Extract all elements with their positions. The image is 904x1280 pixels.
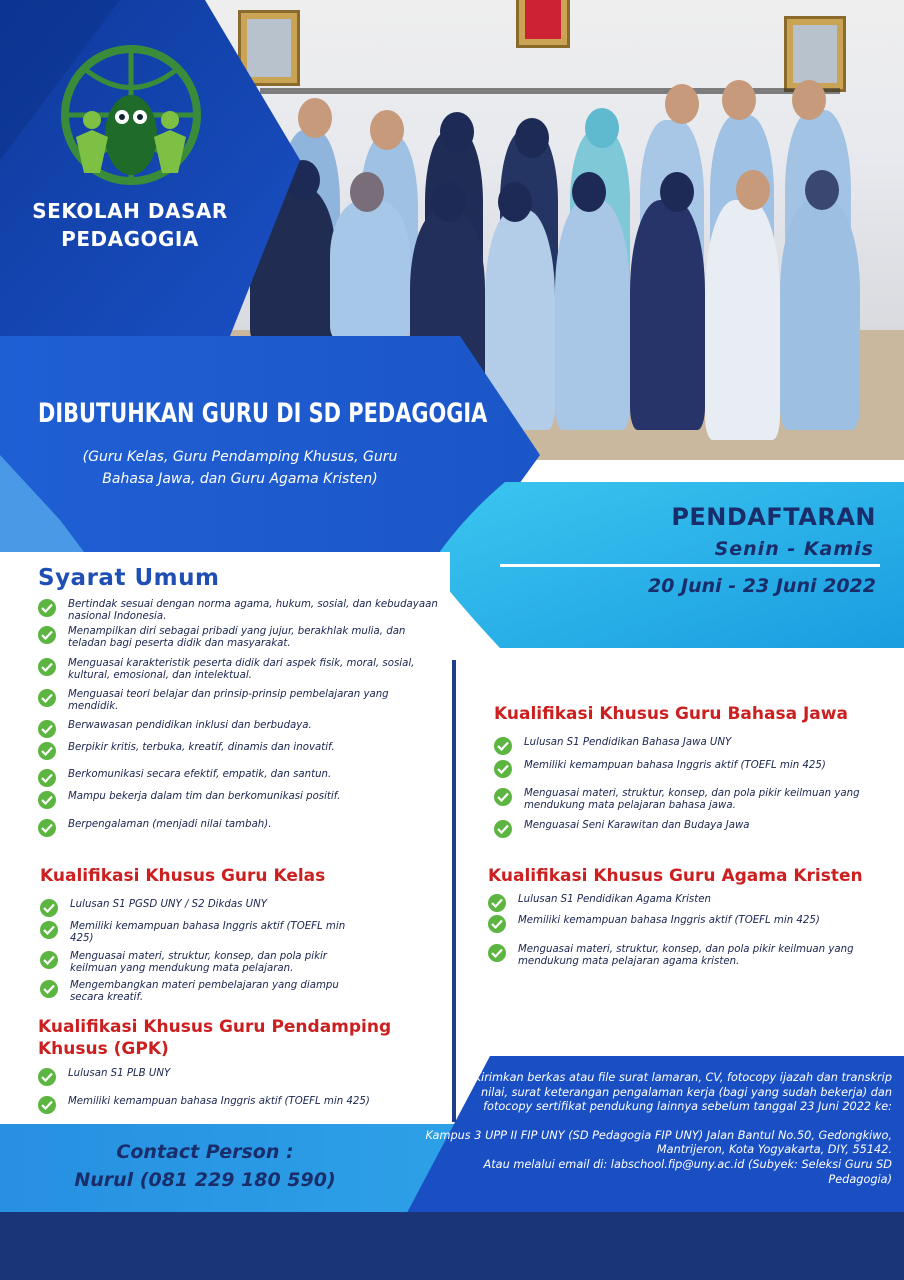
guru-gpk-title: Kualifikasi Khusus Guru Pendamping Khusus (GPK)	[38, 1017, 392, 1059]
list-item	[40, 921, 360, 945]
list-item-text: Menguasai materi, struktur, konsep, dan pola pikir keilmuan yang mendukung mata pelajaran agama kristen.	[518, 944, 854, 967]
list-item	[494, 760, 886, 772]
registration-title: PENDAFTARAN	[671, 503, 876, 531]
check-icon	[40, 899, 58, 917]
list-item	[40, 980, 360, 1004]
list-item-text: Menguasai Seni Karawitan dan Budaya Jawa	[524, 820, 750, 831]
check-icon	[494, 737, 512, 755]
registration-days: Senin - Kamis	[714, 538, 874, 560]
check-icon	[38, 658, 56, 676]
check-icon	[488, 944, 506, 962]
list-item	[38, 1068, 418, 1080]
submission-email: Atau melalui email di: labschool.fip@uny.ac.id (Subyek: Seleksi Guru SD Pedagogia)	[483, 1157, 892, 1186]
list-item	[488, 944, 884, 968]
guru-kelas-title: Kualifikasi Khusus Guru Kelas	[40, 866, 326, 886]
list-item-text: Mengembangkan materi pembelajaran yang diampu secara kreatif.	[70, 980, 339, 1003]
check-icon	[488, 894, 506, 912]
list-item-text: Memiliki kemampuan bahasa Inggris aktif (TOEFL min 425)	[68, 1096, 370, 1107]
guru-jawa-title: Kualifikasi Khusus Guru Bahasa Jawa	[494, 704, 848, 724]
list-item-text: Menguasai karakteristik peserta didik dari aspek fisik, moral, sosial, kultural, emosional, dan intelektual.	[68, 658, 415, 681]
list-item	[40, 951, 360, 975]
list-item	[38, 720, 438, 732]
list-item	[494, 820, 886, 832]
check-icon	[494, 760, 512, 778]
contact-value: Nurul (081 229 180 590)	[74, 1169, 336, 1191]
check-icon	[38, 819, 56, 837]
check-icon	[488, 915, 506, 933]
list-item-text: Memiliki kemampuan bahasa Inggris aktif (TOEFL min 425)	[70, 921, 346, 944]
school-name	[20, 197, 240, 253]
check-icon	[38, 720, 56, 738]
list-item-text: Memiliki kemampuan bahasa Inggris aktif (TOEFL min 425)	[524, 760, 826, 771]
list-item	[38, 769, 438, 781]
registration-dates: 20 Juni - 23 Juni 2022	[648, 575, 876, 597]
check-icon	[38, 742, 56, 760]
list-item	[494, 737, 886, 749]
list-item	[40, 899, 360, 911]
list-item	[488, 894, 884, 906]
list-item-text: Berpengalaman (menjadi nilai tambah).	[68, 819, 272, 830]
list-item-text: Lulusan S1 Pendidikan Bahasa Jawa UNY	[524, 737, 732, 748]
contact-label: Contact Person :	[116, 1141, 294, 1163]
list-item-text: Menguasai teori belajar dan prinsip-prinsip pembelajaran yang mendidik.	[68, 689, 389, 712]
guru-kristen-title: Kualifikasi Khusus Guru Agama Kristen	[488, 866, 863, 886]
list-item-text: Lulusan S1 PLB UNY	[68, 1068, 171, 1079]
contact-person	[60, 1138, 350, 1194]
syarat-umum-title: Syarat Umum	[38, 565, 220, 591]
list-item-text: Lulusan S1 Pendidikan Agama Kristen	[518, 894, 711, 905]
school-logo	[56, 45, 206, 195]
positions-subtitle: (Guru Kelas, Guru Pendamping Khusus, Guru Bahasa Jawa, dan Guru Agama Kristen)	[82, 449, 398, 487]
list-item	[38, 791, 438, 803]
check-icon	[38, 626, 56, 644]
check-icon	[40, 951, 58, 969]
registration-divider	[500, 564, 880, 567]
list-item-text: Menguasai materi, struktur, konsep, dan pola pikir keilmuan yang mendukung mata pelajaran.	[70, 951, 327, 974]
submission-info	[422, 1071, 892, 1187]
column-divider	[452, 660, 456, 1122]
check-icon	[494, 820, 512, 838]
list-item-text: Mampu bekerja dalam tim dan berkomunikasi positif.	[68, 791, 341, 802]
check-icon	[38, 1096, 56, 1114]
list-item-text: Lulusan S1 PGSD UNY / S2 Dikdas UNY	[70, 899, 267, 910]
list-item	[38, 1096, 418, 1108]
list-item	[38, 658, 438, 682]
check-icon	[38, 689, 56, 707]
list-item	[38, 599, 438, 623]
submission-instructions: Kirimkan berkas atau file surat lamaran, CV, fotocopy ijazah dan transkrip nilai, surat keterangan pengalaman kerja (bagi yang sudah bekerja) dan fotocopy sertifikat pendukung lainnya sebelum tanggal 23 Juni 2022 ke:	[473, 1071, 892, 1114]
list-item-text: Menguasai materi, struktur, konsep, dan pola pikir keilmuan yang mendukung mata pelajaran bahasa jawa.	[524, 788, 860, 811]
check-icon	[494, 788, 512, 806]
submission-address: Kampus 3 UPP II FIP UNY (SD Pedagogia FIP UNY) Jalan Bantul No.50, Gedongkiwo, Mantrijeron, Kota Yogyakarta, DIY, 55142.	[425, 1128, 892, 1157]
list-item-text: Memiliki kemampuan bahasa Inggris aktif (TOEFL min 425)	[518, 915, 820, 926]
list-item-text: Berwawasan pendidikan inklusi dan berbudaya.	[68, 720, 312, 731]
list-item-text: Berkomunikasi secara efektif, empatik, dan santun.	[68, 769, 332, 780]
list-item-text: Berpikir kritis, terbuka, kreatif, dinamis dan inovatif.	[68, 742, 335, 753]
check-icon	[38, 599, 56, 617]
list-item-text: Bertindak sesuai dengan norma agama, hukum, sosial, dan kebudayaan nasional Indonesia.	[68, 599, 438, 622]
check-icon	[38, 791, 56, 809]
list-item	[38, 742, 438, 754]
school-name-line2: PEDAGOGIA	[61, 227, 199, 251]
check-icon	[38, 769, 56, 787]
list-item	[494, 788, 886, 812]
list-item	[488, 915, 884, 927]
list-item	[38, 689, 438, 713]
check-icon	[40, 921, 58, 939]
list-item	[38, 819, 438, 831]
school-name-line1: SEKOLAH DASAR	[32, 199, 228, 223]
check-icon	[40, 980, 58, 998]
check-icon	[38, 1068, 56, 1086]
list-item-text: Menampilkan diri sebagai pribadi yang jujur, berakhlak mulia, dan teladan bagi peserta didik dan masyarakat.	[68, 626, 406, 649]
headline: DIBUTUHKAN GURU DI SD PEDAGOGIA	[38, 398, 488, 429]
list-item	[38, 626, 438, 650]
